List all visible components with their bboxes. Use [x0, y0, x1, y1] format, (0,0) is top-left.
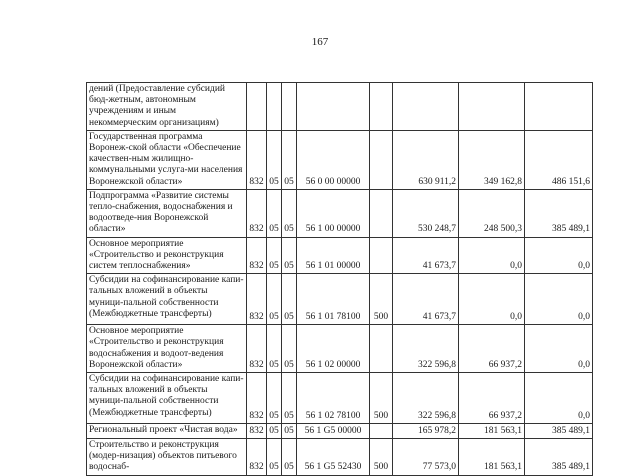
cell-amount-2022: 385 489,1: [525, 189, 593, 237]
cell-section: 05: [267, 237, 282, 274]
cell-expense-type: [370, 83, 393, 131]
budget-table: [86, 82, 593, 476]
cell-subsection: 05: [282, 237, 297, 274]
table-row: [87, 439, 593, 476]
cell-amount-2021: [459, 83, 525, 131]
cell-ministry: 832: [247, 237, 267, 274]
cell-name: Государственная программа Воронеж-ской области «Обеспечение качествен-ным жилищно-коммунальными услуга-ми населения Воронежской области»: [87, 130, 247, 189]
cell-section: 05: [267, 373, 282, 424]
cell-ministry: 832: [247, 439, 267, 476]
cell-amount-2022: 0,0: [525, 325, 593, 373]
cell-amount-2020: 322 596,8: [393, 325, 459, 373]
cell-amount-2020: 41 673,7: [393, 237, 459, 274]
cell-amount-2022: 0,0: [525, 237, 593, 274]
cell-target-article: 56 1 G5 00000: [297, 424, 370, 439]
cell-amount-2020: 322 596,8: [393, 373, 459, 424]
cell-name: Строительство и реконструкция (модер-низация) объектов питьевого водоснаб-: [87, 439, 247, 476]
table-row: [87, 325, 593, 373]
cell-target-article: 56 1 00 00000: [297, 189, 370, 237]
cell-amount-2022: 0,0: [525, 373, 593, 424]
cell-amount-2021: 181 563,1: [459, 424, 525, 439]
table-row: [87, 373, 593, 424]
cell-section: 05: [267, 325, 282, 373]
cell-amount-2021: 181 563,1: [459, 439, 525, 476]
page-number: 167: [311, 36, 329, 48]
cell-section: 05: [267, 424, 282, 439]
cell-amount-2021: 0,0: [459, 274, 525, 325]
cell-name: Субсидии на софинансирование капи-тальных вложений в объекты муници-пальной собственности (Межбюджетные трансферты): [87, 274, 247, 325]
cell-subsection: 05: [282, 274, 297, 325]
table-row: [87, 189, 593, 237]
cell-amount-2021: 66 937,2: [459, 325, 525, 373]
cell-name: Основное мероприятие «Строительство и реконструкция систем теплоснабжения»: [87, 237, 247, 274]
cell-ministry: 832: [247, 274, 267, 325]
cell-name: Региональный проект «Чистая вода»: [87, 424, 247, 439]
cell-expense-type: [370, 325, 393, 373]
cell-amount-2021: 0,0: [459, 237, 525, 274]
cell-amount-2021: 66 937,2: [459, 373, 525, 424]
cell-subsection: [282, 83, 297, 131]
cell-section: 05: [267, 439, 282, 476]
cell-target-article: 56 1 02 00000: [297, 325, 370, 373]
cell-expense-type: [370, 424, 393, 439]
cell-amount-2022: [525, 83, 593, 131]
cell-target-article: 56 1 01 78100: [297, 274, 370, 325]
cell-ministry: 832: [247, 424, 267, 439]
cell-amount-2022: 0,0: [525, 274, 593, 325]
cell-subsection: 05: [282, 439, 297, 476]
cell-subsection: 05: [282, 373, 297, 424]
cell-amount-2021: 248 500,3: [459, 189, 525, 237]
cell-ministry: 832: [247, 189, 267, 237]
cell-amount-2022: 385 489,1: [525, 424, 593, 439]
cell-name: Подпрограмма «Развитие системы тепло-снабжения, водоснабжения и водоотведе-ния Воронежской области»: [87, 189, 247, 237]
cell-subsection: 05: [282, 424, 297, 439]
cell-amount-2020: 165 978,2: [393, 424, 459, 439]
cell-expense-type: 500: [370, 373, 393, 424]
cell-section: [267, 83, 282, 131]
cell-amount-2020: [393, 83, 459, 131]
table-row: [87, 237, 593, 274]
cell-target-article: [297, 83, 370, 131]
cell-expense-type: [370, 130, 393, 189]
cell-subsection: 05: [282, 325, 297, 373]
cell-ministry: 832: [247, 325, 267, 373]
cell-target-article: 56 1 01 00000: [297, 237, 370, 274]
cell-target-article: 56 1 G5 52430: [297, 439, 370, 476]
cell-subsection: 05: [282, 189, 297, 237]
table-row: [87, 130, 593, 189]
table-row: [87, 274, 593, 325]
cell-amount-2021: 349 162,8: [459, 130, 525, 189]
cell-amount-2020: 630 911,2: [393, 130, 459, 189]
cell-expense-type: 500: [370, 274, 393, 325]
cell-target-article: 56 1 02 78100: [297, 373, 370, 424]
cell-expense-type: [370, 237, 393, 274]
cell-name: Основное мероприятие «Строительство и реконструкция водоснабжения и водоот-ведения Воронежской области»: [87, 325, 247, 373]
cell-ministry: [247, 83, 267, 131]
cell-section: 05: [267, 189, 282, 237]
cell-section: 05: [267, 274, 282, 325]
cell-target-article: 56 0 00 00000: [297, 130, 370, 189]
cell-expense-type: 500: [370, 439, 393, 476]
cell-amount-2020: 41 673,7: [393, 274, 459, 325]
cell-amount-2020: 77 573,0: [393, 439, 459, 476]
cell-subsection: 05: [282, 130, 297, 189]
cell-amount-2022: 486 151,6: [525, 130, 593, 189]
cell-amount-2022: 385 489,1: [525, 439, 593, 476]
cell-name: дений (Предоставление субсидий бюд-жетным, автономным учреждениям и иным некоммерческим организациям): [87, 83, 247, 131]
table-row: [87, 83, 593, 131]
cell-section: 05: [267, 130, 282, 189]
cell-amount-2020: 530 248,7: [393, 189, 459, 237]
cell-ministry: 832: [247, 373, 267, 424]
cell-name: Субсидии на софинансирование капи-тальных вложений в объекты муници-пальной собственности (Межбюджетные трансферты): [87, 373, 247, 424]
cell-expense-type: [370, 189, 393, 237]
table-row: [87, 424, 593, 439]
cell-ministry: 832: [247, 130, 267, 189]
